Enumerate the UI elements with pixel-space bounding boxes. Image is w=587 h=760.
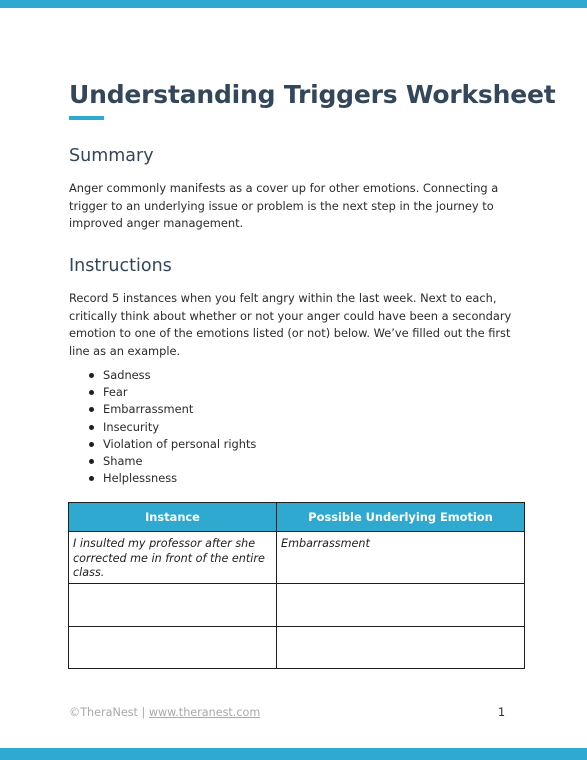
instance-cell[interactable]	[69, 627, 277, 669]
footer-separator: |	[141, 706, 146, 719]
footer-website-link[interactable]: www.theranest.com	[148, 706, 261, 719]
footer-copyright: ©TheraNest	[69, 706, 138, 719]
list-item-label: Sadness	[103, 368, 151, 382]
summary-text: Anger commonly manifests as a cover up for other emotions. Connecting a trigger to an underlying issue or problem is the next step in the journey to improved anger management.	[69, 181, 499, 230]
column-header-instance: Instance	[69, 503, 277, 532]
list-item	[69, 419, 256, 436]
list-item-label: Violation of personal rights	[103, 436, 257, 451]
table-row	[69, 627, 525, 669]
page-title: Understanding Triggers Worksheet	[69, 80, 556, 109]
column-header-emotion: Possible Underlying Emotion	[277, 503, 525, 532]
triggers-table	[68, 502, 525, 669]
list-item	[69, 367, 256, 384]
instance-cell[interactable]	[69, 584, 277, 627]
title-underline	[69, 116, 104, 120]
list-item-label: Fear	[103, 385, 128, 400]
bottom-accent-bar	[0, 748, 587, 760]
list-item	[69, 401, 256, 418]
table-row	[69, 584, 525, 627]
list-item	[69, 436, 256, 453]
page-number: 1	[498, 706, 506, 719]
instance-cell[interactable]: I insulted my professor after she corrected me in front of the entire class.	[69, 532, 277, 584]
list-item	[69, 453, 256, 470]
bullet-icon	[89, 390, 94, 395]
instructions-heading: Instructions	[69, 256, 172, 276]
emotion-cell[interactable]: Embarrassment	[277, 532, 525, 584]
footer	[69, 706, 260, 719]
list-item	[69, 384, 256, 401]
bullet-icon	[89, 373, 94, 378]
bullet-icon	[89, 476, 94, 481]
table-header-row	[69, 503, 525, 532]
bullet-icon	[89, 442, 94, 447]
list-item	[69, 470, 256, 487]
bullet-icon	[89, 459, 94, 464]
list-item-label: Insecurity	[103, 419, 160, 434]
emotion-list	[69, 367, 256, 487]
list-item-label: Shame	[103, 453, 143, 468]
list-item-label: Helplessness	[103, 471, 178, 486]
top-accent-bar	[0, 0, 587, 8]
instructions-text: Record 5 instances when you felt angry within the last week. Next to each, critically think about whether or not your anger could have been a secondary emotion to one of the emotions listed (or not) below. We’ve filled out the first line as an example.	[69, 291, 512, 358]
list-item-label: Embarrassment	[103, 402, 194, 417]
table-row	[69, 532, 525, 584]
emotion-cell[interactable]	[277, 627, 525, 669]
bullet-icon	[89, 407, 94, 412]
bullet-icon	[89, 425, 94, 430]
summary-heading: Summary	[69, 146, 154, 166]
emotion-cell[interactable]	[277, 584, 525, 627]
